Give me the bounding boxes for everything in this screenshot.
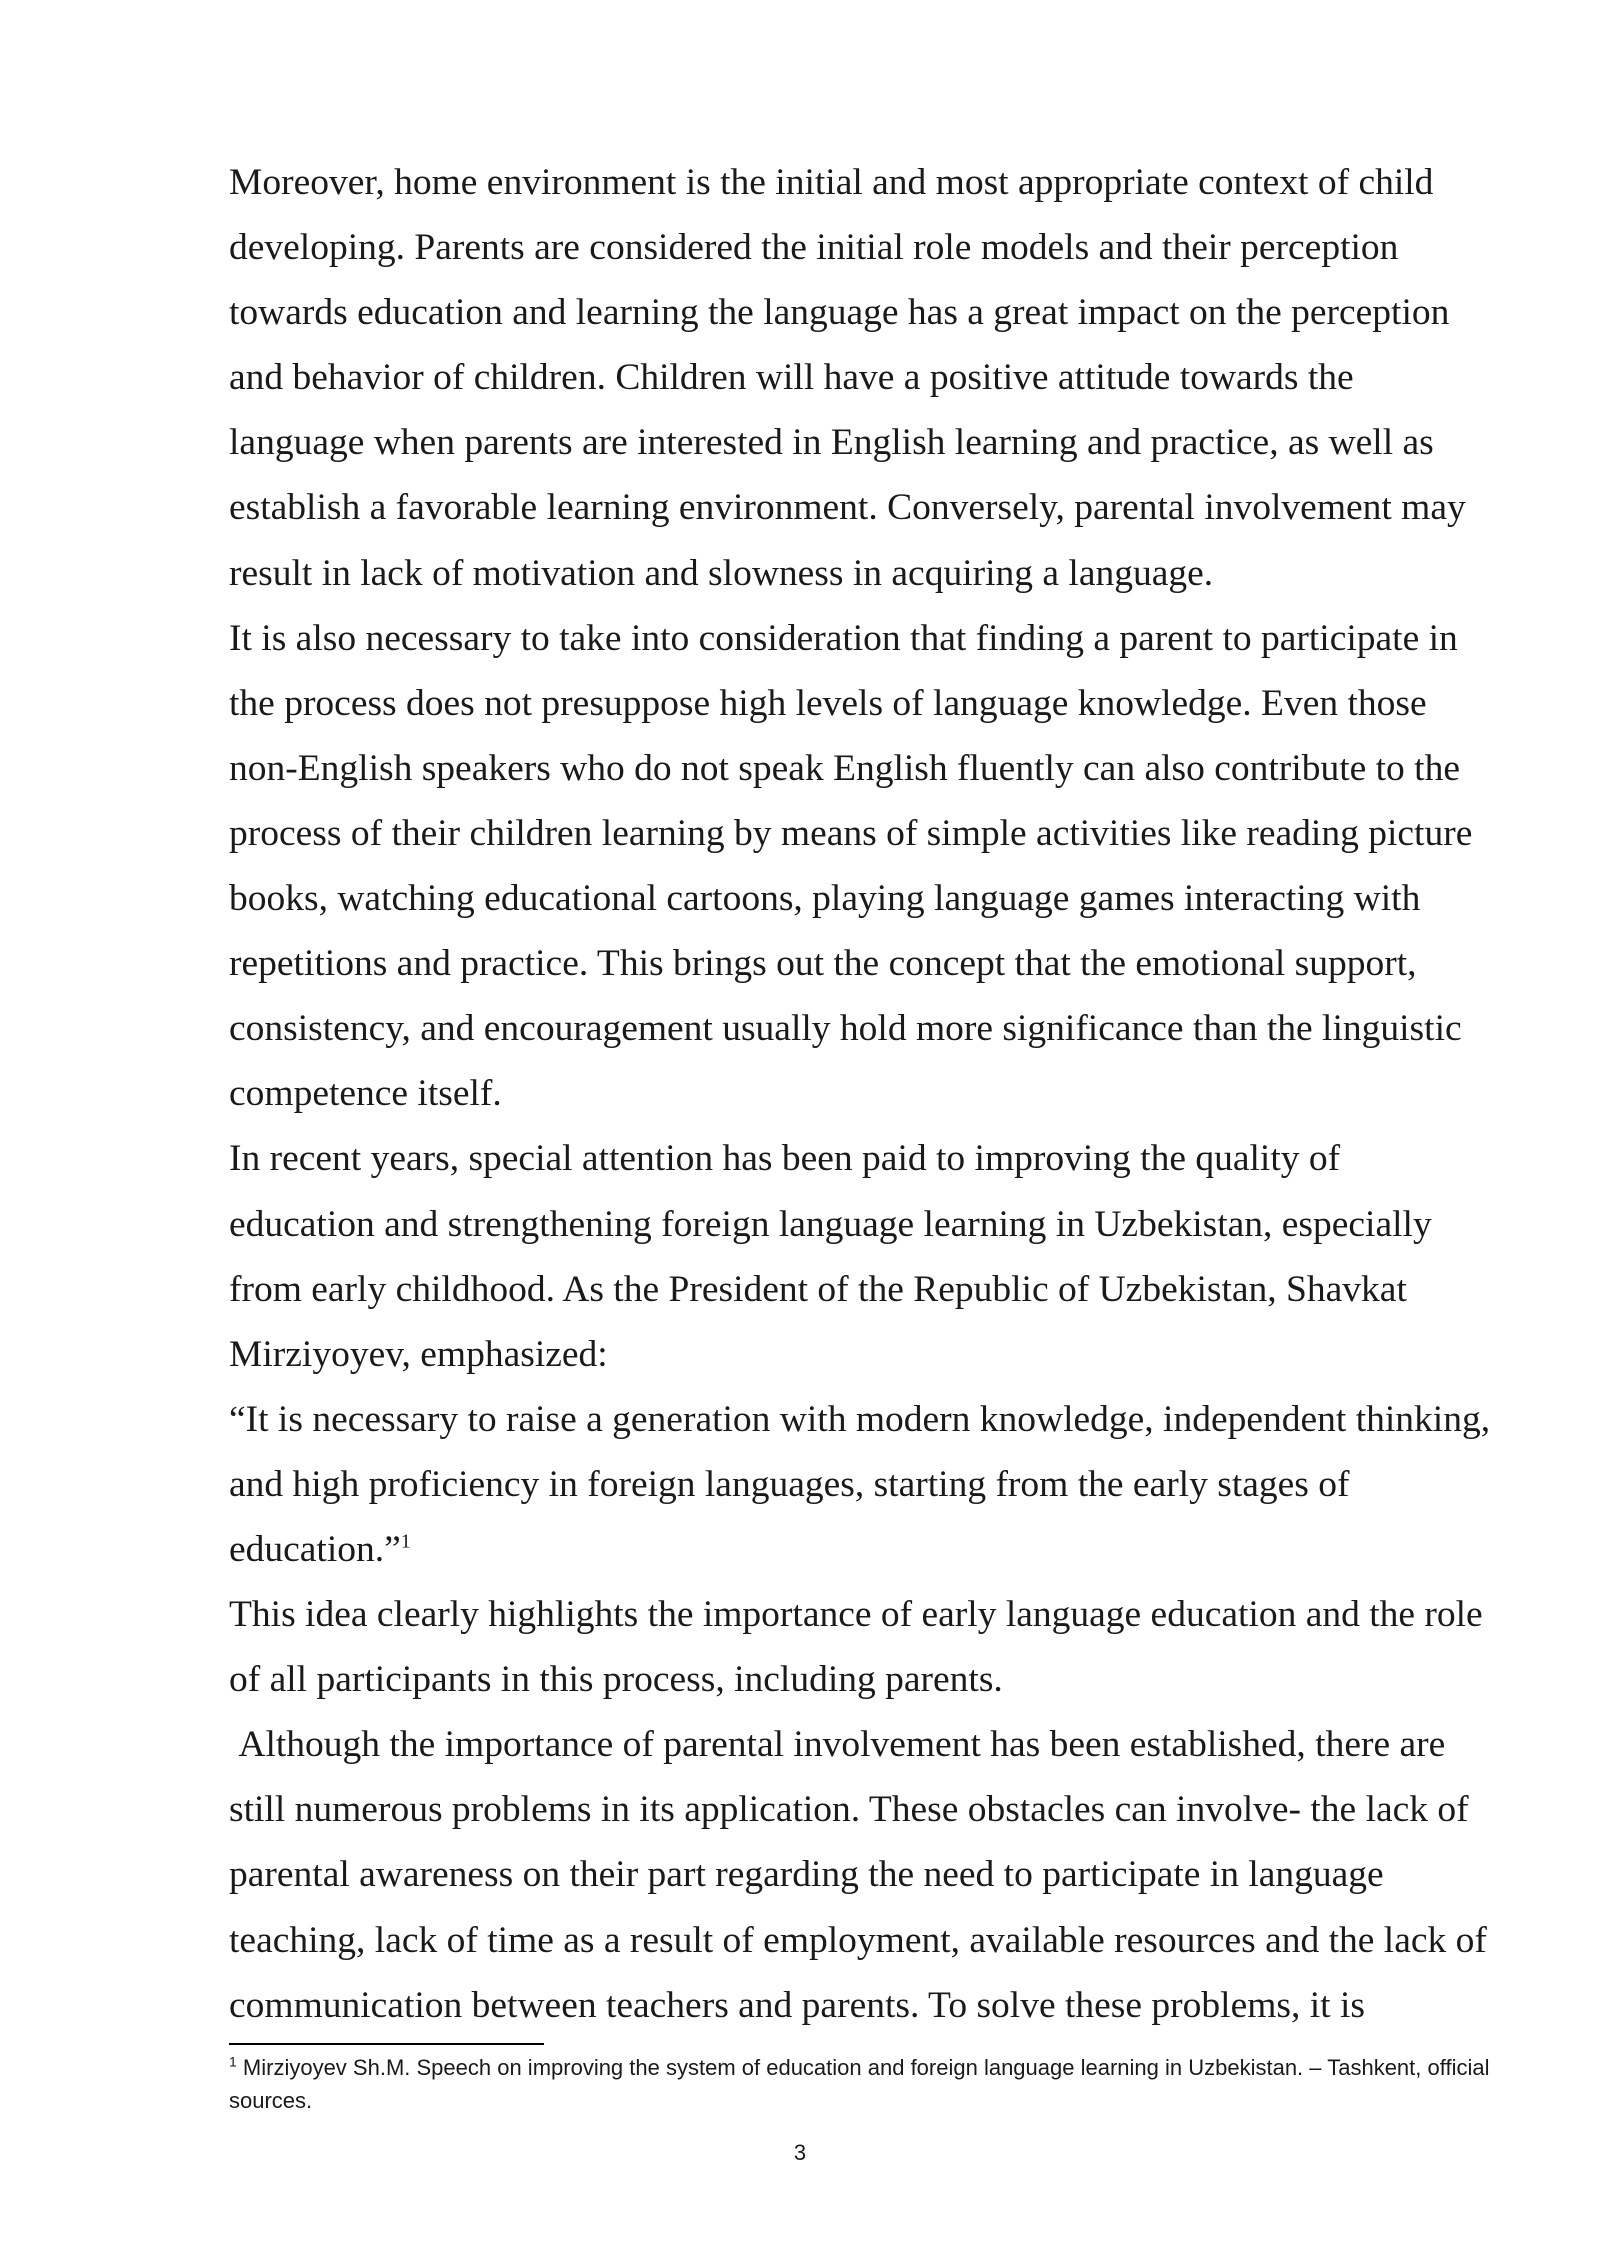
footnote-mark: 1	[229, 2053, 237, 2070]
footnote-text: Mirziyoyev Sh.M. Speech on improving the system of education and foreign language learning in Uzbekistan. – Tashkent, official sources.	[229, 2055, 1490, 2113]
paragraph-obstacles: Although the importance of parental involvement has been established, there are still numerous problems in its application. These obstacles can involve- the lack of parental awareness on their part regarding the need to participate in language teaching, lack of time as a result of employment, available resources and the lack of communication between teachers and parents. To solve these problems, it is	[229, 1724, 1497, 2026]
paragraph-uzbekistan-attention: In recent years, special attention has been paid to improving the quality of education and strengthening foreign language learning in Uzbekistan, especially from early childhood. As the President of the Republic of Uzbekistan, Shavkat Mirziyoyev, emphasized:	[229, 1138, 1432, 1375]
paragraph-idea-highlights: This idea clearly highlights the importance of early language education and the role of all participants in this process, including parents.	[229, 1594, 1483, 1701]
paragraph-home-environment: Moreover, home environment is the initial and most appropriate context of child developing. Parents are considered the initial role models and their perception towards education and learning the language has a great impact on the perception and behavior of children. Children will have a positive attitude towards the language when parents are interested in English learning and practice, as well as establish a favorable learning environment. Conversely, parental involvement may result in lack of motivation and slowness in acquiring a language.	[229, 162, 1466, 594]
footnote-separator	[229, 2043, 544, 2045]
footnote-reference[interactable]: 1	[400, 1530, 411, 1553]
body-text	[229, 150, 1497, 2038]
paragraph-president-quote	[229, 1387, 1491, 1582]
paragraph-parent-participation: It is also necessary to take into consideration that finding a parent to participate in the process does not presuppose high levels of language knowledge. Even those non-English speakers who do not speak English fluently can also contribute to the process of their children learning by means of simple activities like reading picture books, watching educational cartoons, playing language games interacting with repetitions and practice. This brings out the concept that the emotional support, consistency, and encouragement usually hold more significance than the linguistic competence itself.	[229, 617, 1473, 1115]
quote-text: “It is necessary to raise a generation with modern knowledge, independent thinking, and high proficiency in foreign languages, starting from the early stages of education.”	[229, 1398, 1491, 1570]
page-number: 3	[793, 2140, 807, 2165]
footnote	[229, 2051, 1491, 2117]
